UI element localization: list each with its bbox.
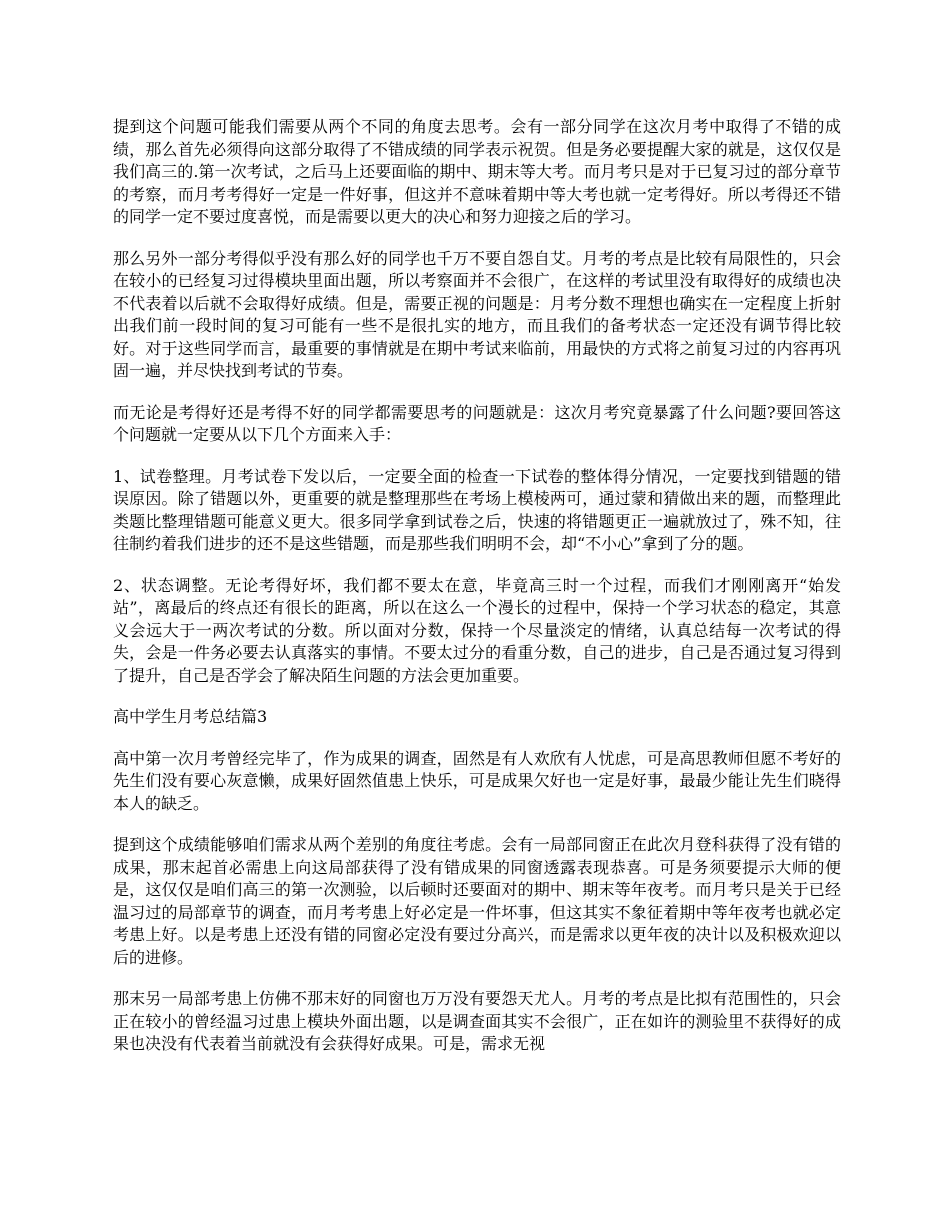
paragraph: 高中第一次月考曾经完毕了，作为成果的调查，固然是有人欢欣有人忧虑，可是高思教师但愿不考好的先生们没有要心灰意懒，成果好固然值患上快乐，可是成果欠好也一定是好事，最最少能让先生们晓得本人的缺乏。 (113, 748, 841, 813)
paragraph: 2、状态调整。无论考得好坏，我们都不要太在意，毕竟高三时一个过程，而我们才刚刚离开“始发站”，离最后的终点还有很长的距离，所以在这么一个漫长的过程中，保持一个学习状态的稳定，其意义会远大于一两次考试的分数。所以面对分数，保持一个尽量淡定的情绪，认真总结每一次考试的得失，会是一件务必要去认真落实的事情。不要太过分的看重分数，自己的进步，自己是否通过复习得到了提升，自己是否学会了解决陌生问题的方法会更加重要。 (113, 575, 841, 685)
paragraph: 那末另一局部考患上仿佛不那末好的同窗也万万没有要怨天尤人。月考的考点是比拟有范围性的，只会正在较小的曾经温习过患上模块外面出题，以是调查面其实不会很广，正在如许的测验里不获得好的成果也决没有代表着当前就没有会获得好成果。可是，需求无视 (113, 989, 841, 1053)
paragraph: 而无论是考得好还是考得不好的同学都需要思考的问题就是：这次月考究竟暴露了什么问题?要回答这个问题就一定要从以下几个方面来入手： (113, 402, 841, 444)
paragraph: 提到这个成绩能够咱们需求从两个差别的角度往考虑。会有一局部同窗正在此次月登科获得了没有错的成果，那末起首必需患上向这局部获得了没有错成果的同窗透露表现恭喜。可是务须要提示大师的便是，这仅仅是咱们高三的第一次测验，以后顿时还要面对的期中、期末等年夜考。而月考只是关于已经温习过的局部章节的调查，而月考考患上好必定是一件坏事，但这其实不象征着期中等年夜考也就必定考患上好。以是考患上还没有错的同窗必定没有要过分高兴，而是需求以更年夜的决计以及积极欢迎以后的进修。 (113, 835, 841, 967)
section-title: 高中学生月考总结篇3 (113, 707, 268, 726)
document-body (113, 116, 841, 1056)
paragraph: 那么另外一部分考得似乎没有那么好的同学也千万不要自怨自艾。月考的考点是比较有局限性的，只会在较小的已经复习过得模块里面出题，所以考察面并不会很广，在这样的考试里没有取得好的成绩也决不代表着以后就不会取得好成绩。但是，需要正视的问题是：月考分数不理想也确实在一定程度上折射出我们前一段时间的复习可能有一些不是很扎实的地方，而且我们的备考状态一定还没有调节得比较好。对于这些同学而言，最重要的事情就是在期中考试来临前，用最快的方式将之前复习过的内容再巩固一遍，并尽快找到考试的节奏。 (113, 248, 841, 380)
paragraph: 1、试卷整理。月考试卷下发以后，一定要全面的检查一下试卷的整体得分情况，一定要找到错题的错误原因。除了错题以外，更重要的就是整理那些在考场上模棱两可，通过蒙和猜做出来的题，而整理此类题比整理错题可能意义更大。很多同学拿到试卷之后，快速的将错题更正一遍就放过了，殊不知，往往制约着我们进步的还不是这些错题，而是那些我们明明不会，却“不小心”拿到了分的题。 (113, 466, 841, 553)
paragraph: 提到这个问题可能我们需要从两个不同的角度去思考。会有一部分同学在这次月考中取得了不错的成绩，那么首先必须得向这部分取得了不错成绩的同学表示祝贺。但是务必要提醒大家的就是，这仅仅是我们高三的.第一次考试，之后马上还要面临的期中、期末等大考。而月考只是对于已复习过的部分章节的考察，而月考考得好一定是一件好事，但这并不意味着期中等大考也就一定考得好。所以考得还不错的同学一定不要过度喜悦，而是需要以更大的决心和努力迎接之后的学习。 (113, 117, 841, 226)
